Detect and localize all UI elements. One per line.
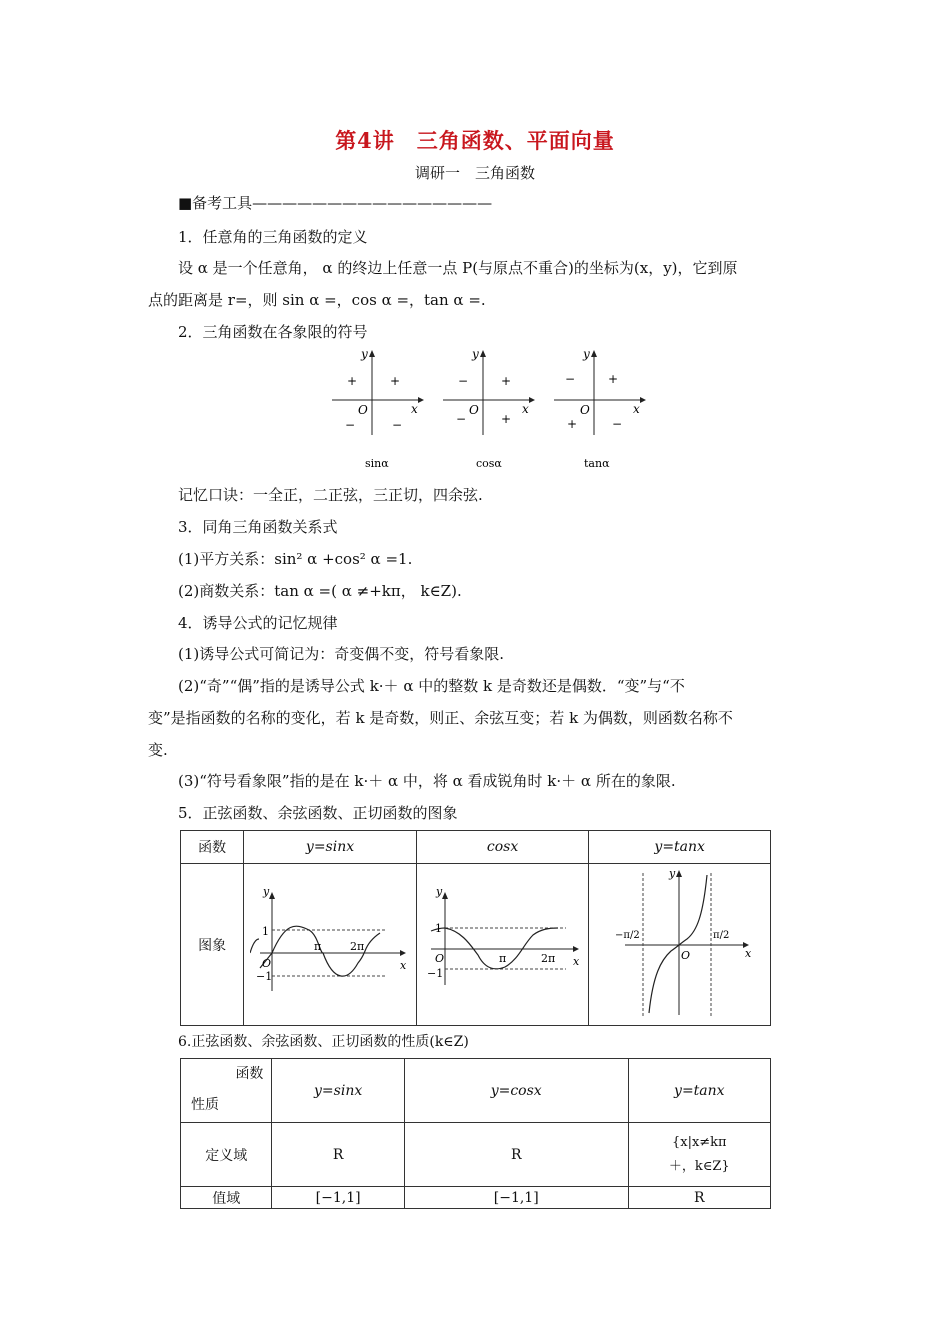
s1-heading: 1．任意角的三角函数的定义 xyxy=(178,228,368,246)
col-sin: y=sinx xyxy=(272,1059,404,1123)
tan-graph-cell xyxy=(589,864,771,1026)
label-one: 1 xyxy=(262,924,270,938)
s4-p2-line1: (2)“奇”“偶”指的是诱导公式 k·＋ α 中的整数 k 是奇数还是偶数．“变”与“不 xyxy=(178,677,685,695)
row-label-domain: 定义域 xyxy=(181,1123,272,1187)
corner-bottom-label: 性质 xyxy=(191,1097,219,1113)
axis-x-label: x xyxy=(411,402,418,416)
s1-paragraph-line2: 点的距离是 r=，则 sin α =，cos α =，tan α =. xyxy=(148,291,486,309)
domain-sin: R xyxy=(272,1123,404,1187)
diagram-caption: tanα xyxy=(584,457,610,470)
col-sin: y=sinx xyxy=(244,831,417,864)
origin-label: O xyxy=(358,403,368,417)
domain-tan-line1: {x|x≠kπ xyxy=(671,1134,727,1150)
axis-x-label: x xyxy=(400,958,407,972)
s1-paragraph-line1: 设 α 是一个任意角， α 的终边上任意一点 P(与原点不重合)的坐标为(x，y)，它到原 xyxy=(178,259,738,277)
s4-p1: (1)诱导公式可简记为：奇变偶不变，符号看象限. xyxy=(178,645,505,663)
s6-heading: 6.正弦函数、余弦函数、正切函数的性质(k∈Z) xyxy=(178,1034,469,1050)
sign-q1: + xyxy=(501,374,512,388)
s2-heading: 2．三角函数在各象限的符号 xyxy=(178,323,368,341)
domain-tan xyxy=(628,1123,770,1187)
label-neg-one: −1 xyxy=(256,969,273,983)
diagram-caption: cosα xyxy=(476,457,502,470)
diagram-caption: sinα xyxy=(365,457,389,470)
row-label-range: 值域 xyxy=(181,1187,272,1209)
sign-q2: + xyxy=(347,374,358,388)
col-cos: cosx xyxy=(416,831,589,864)
sign-q1: + xyxy=(390,374,401,388)
quadrant-sign-diagrams xyxy=(320,345,650,475)
corner-cell xyxy=(181,1059,272,1123)
label-one: 1 xyxy=(434,921,442,935)
axis-y-label: y xyxy=(668,867,675,880)
s4-heading: 4．诱导公式的记忆规律 xyxy=(178,614,338,632)
page-title: 第4讲 三角函数、平面向量 xyxy=(335,128,615,153)
sine-graph xyxy=(250,883,410,1003)
origin-label: O xyxy=(580,403,590,417)
s4-p3: (3)“符号看象限”指的是在 k·＋ α 中，将 α 看成锐角时 k·＋ α 所在的象限. xyxy=(178,772,676,790)
sign-q1: + xyxy=(608,372,619,386)
sign-q3: − xyxy=(345,418,356,432)
label-two-pi: 2π xyxy=(350,939,365,953)
col-tan: y=tanx xyxy=(589,831,771,864)
axis-x-label: x xyxy=(744,947,751,960)
s3-heading: 3．同角三角函数关系式 xyxy=(178,518,338,536)
origin-label: O xyxy=(680,949,690,962)
domain-tan-line2: ＋，k∈Z} xyxy=(668,1158,730,1174)
sign-q3: − xyxy=(456,412,467,426)
label-neg-one: −1 xyxy=(426,966,443,980)
function-graph-table xyxy=(180,830,771,1026)
axis-y-label: y xyxy=(472,347,479,361)
s3-square-relation: (1)平方关系：sin² α +cos² α =1. xyxy=(178,550,413,568)
cos-graph-cell xyxy=(416,864,589,1026)
domain-cos: R xyxy=(404,1123,628,1187)
range-sin: [−1,1] xyxy=(272,1187,404,1209)
label-pi-half: π/2 xyxy=(712,930,729,941)
origin-label: O xyxy=(262,956,272,970)
sign-q4: + xyxy=(501,412,512,426)
origin-label: O xyxy=(434,951,444,965)
sign-q4: − xyxy=(392,418,403,432)
sign-q4: − xyxy=(612,417,623,431)
sign-q3: + xyxy=(567,417,578,431)
s3-quotient-relation: (2)商数关系：tan α =( α ≠+kπ， k∈Z). xyxy=(178,582,462,600)
cos-quadrant-diagram xyxy=(443,347,535,470)
tangent-graph xyxy=(595,865,765,1020)
label-two-pi: 2π xyxy=(540,951,555,965)
label-pi: π xyxy=(314,939,322,953)
row-label-graph: 图象 xyxy=(181,864,244,1026)
sin-graph-cell xyxy=(244,864,417,1026)
section-header: ■备考工具———————————————— xyxy=(178,194,493,212)
corner-top-label: 函数 xyxy=(235,1066,264,1082)
s5-heading: 5．正弦函数、余弦函数、正切函数的图象 xyxy=(178,804,458,822)
range-tan: R xyxy=(628,1187,770,1209)
sign-q2: − xyxy=(458,374,469,388)
axis-y-label: y xyxy=(435,884,442,898)
col-cos: y=cosx xyxy=(404,1059,628,1123)
function-property-table xyxy=(180,1058,771,1209)
label-neg-pi-half: −π/2 xyxy=(614,930,640,941)
row-label-function: 函数 xyxy=(181,831,244,864)
axis-x-label: x xyxy=(572,954,579,968)
origin-label: O xyxy=(469,403,479,417)
s2-mnemonic: 记忆口诀：一全正，二正弦，三正切，四余弦. xyxy=(178,486,483,504)
axis-y-label: y xyxy=(361,347,368,361)
s4-p2-line3: 变. xyxy=(148,741,168,759)
sin-quadrant-diagram xyxy=(332,347,424,470)
axis-x-label: x xyxy=(633,402,640,416)
label-pi: π xyxy=(498,951,506,965)
section-subtitle: 调研一 三角函数 xyxy=(414,164,535,182)
cosine-graph xyxy=(423,883,583,1003)
col-tan: y=tanx xyxy=(628,1059,770,1123)
axis-y-label: y xyxy=(263,884,270,898)
axis-x-label: x xyxy=(522,402,529,416)
range-cos: [−1,1] xyxy=(404,1187,628,1209)
tan-quadrant-diagram xyxy=(554,347,646,470)
axis-y-label: y xyxy=(583,347,590,361)
s4-p2-line2: 变”是指函数的名称的变化，若 k 是奇数，则正、余弦互变；若 k 为偶数，则函数名称不 xyxy=(148,709,733,727)
sign-q2: − xyxy=(565,372,576,386)
